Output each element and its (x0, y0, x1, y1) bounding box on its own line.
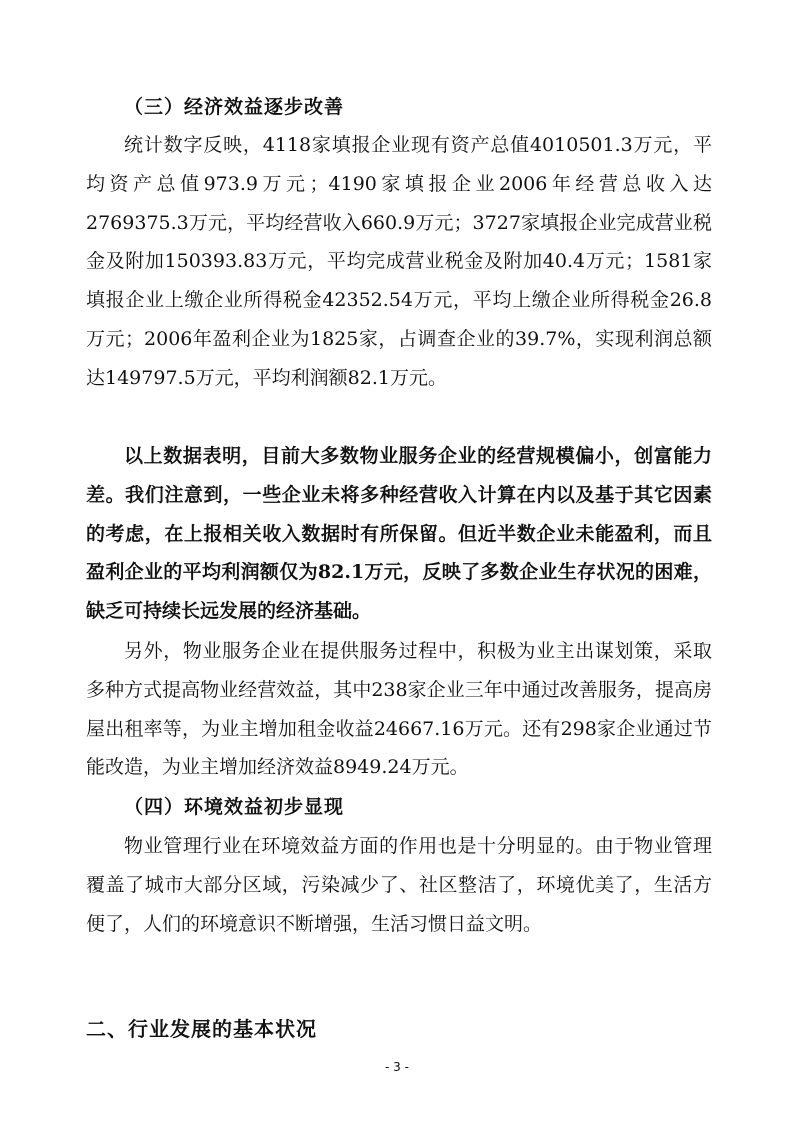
page-number: - 3 - (385, 1060, 409, 1074)
paragraph-data-analysis: 以上数据表明，目前大多数物业服务企业的经营规模偏小，创富能力差。我们注意到，一些企业未将多种经营收入计算在内以及基于其它因素的考虑，在上报相关收入数据时有所保留。但近半数企业未能盈利，而且盈利企业的平均利润额仅为82.1万元，反映了多数企业生存状况的困难，缺乏可持续长远发展的经济基础。 (86, 445, 712, 623)
section-heading-economic-benefits: （三）经济效益逐步改善 (124, 96, 345, 118)
paragraph-additional-benefits: 另外，物业服务企业在提供服务过程中，积极为业主出谋划策，采取多种方式提高物业经营效益，其中238家企业三年中通过改善服务，提高房屋出租率等，为业主增加租金收益24667.16万元。还有298家企业通过节能改造，为业主增加经济效益8949.24万元。 (86, 640, 712, 779)
paragraph-environment: 物业管理行业在环境效益方面的作用也是十分明显的。由于物业管理覆盖了城市大部分区域，污染减少了、社区整洁了，环境优美了，生活方便了，人们的环境意识不断增强，生活习惯日益文明。 (86, 835, 712, 935)
section-heading-environmental-benefits: （四）环境效益初步显现 (124, 796, 345, 818)
paragraph-statistics: 统计数字反映，4118家填报企业现有资产总值4010501.3万元，平均资产总值973.9万元；4190家填报企业2006年经营总收入达2769375.3万元，平均经营收入660.9万元；3727家填报企业完成营业税金及附加150393.83万元，平均完成营业税金及附加40.4万元；1581家填报企业上缴企业所得税金42352.54万元，平均上缴企业所得税金26.8万元；2006年盈利企业为1825家，占调查企业的39.7%，实现利润总额达149797.5万元，平均利润额82.1万元。 (86, 134, 712, 389)
chapter-heading-industry-status: 二、行业发展的基本状况 (86, 1017, 317, 1041)
